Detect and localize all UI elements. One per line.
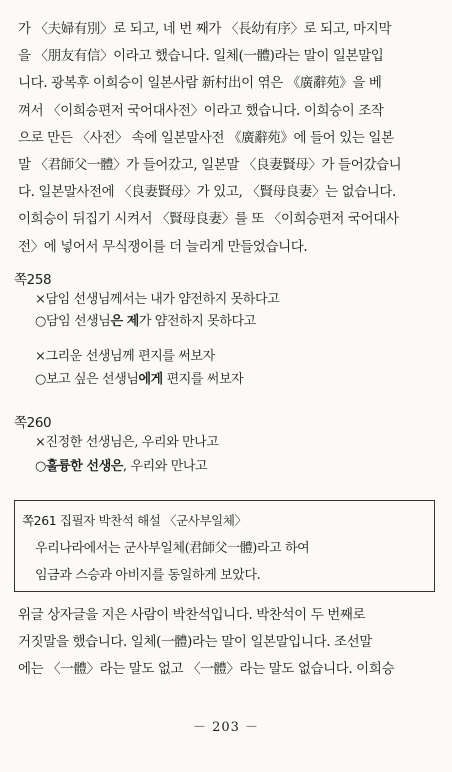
example-text: ○ bbox=[35, 459, 46, 474]
paragraph-bottom bbox=[18, 602, 438, 684]
wrong-example: ×진정한 선생님은, 우리와 만나고 bbox=[35, 435, 219, 450]
example-text: ○담임 선생님 bbox=[35, 314, 111, 329]
correct-example bbox=[35, 455, 207, 474]
section-heading-260: 쪽260 bbox=[14, 415, 52, 431]
section-heading-258: 쪽258 bbox=[14, 272, 52, 288]
commentary-box bbox=[14, 500, 435, 592]
example-text: ○보고 싶은 선생님 bbox=[35, 372, 139, 387]
example-text: 가 얌전하지 못하다고 bbox=[138, 314, 256, 329]
text-line: 가 〈夫婦有別〉로 되고, 네 번 째가 〈長幼有序〉로 되고, 마지막 bbox=[18, 21, 392, 37]
emphasis-text: 은 제 bbox=[110, 314, 139, 329]
page-number: － 203 － bbox=[192, 720, 260, 735]
text-line: 거짓말을 했습니다. 일체(一體)라는 말이 일본말입니다. 조선말 bbox=[18, 634, 372, 651]
text-line: 위글 상자글을 지은 사람이 박찬석입니다. 박찬석이 두 번째로 bbox=[18, 607, 366, 623]
example-text: , 우리와 만나고 bbox=[123, 459, 208, 474]
emphasis-text: 훌륭한 선생은 bbox=[45, 459, 124, 474]
wrong-example: ×그리운 선생님께 편지를 써보자 bbox=[35, 349, 215, 364]
text-line: 이희승이 뒤집기 시켜서 〈賢母良妻〉를 또 〈이희승편저 국어대사 bbox=[18, 211, 399, 228]
paragraph-top bbox=[18, 16, 438, 261]
text-line: 말 〈君師父一體〉가 들어갔고, 일본말 〈良妻賢母〉가 들어갔습니 bbox=[18, 157, 402, 174]
box-text-line: 우리나라에서는 군사부일체(君師父一體)라고 하여 bbox=[35, 541, 310, 556]
correct-example bbox=[35, 310, 256, 329]
correct-example bbox=[35, 368, 243, 387]
emphasis-text: 에게 bbox=[138, 372, 163, 387]
text-line: 으로 만든 〈사전〉 속에 일본말사전 《廣辭苑》에 들어 있는 일본 bbox=[18, 129, 394, 146]
text-line: 니다. 광복후 이희승이 일본사람 新村出이 엮은 《廣辭苑》을 베 bbox=[18, 75, 382, 92]
text-line: 전〉에 넣어서 무식쟁이를 더 늘리게 만들었습니다. bbox=[18, 238, 308, 255]
text-line: 을 〈朋友有信〉이라고 했습니다. 일체(一體)라는 말이 일본말입 bbox=[18, 48, 384, 65]
text-line: 에는 〈一體〉라는 말도 없고 〈一體〉라는 말도 없습니다. 이희승 bbox=[18, 661, 395, 678]
example-text: 편지를 써보자 bbox=[162, 372, 244, 387]
wrong-example: ×담임 선생님께서는 내가 얌전하지 못하다고 bbox=[35, 292, 280, 307]
text-line: 껴서 〈이희승편저 국어대사전〉이라고 했습니다. 이희승이 조작 bbox=[18, 102, 384, 119]
box-text-line: 임금과 스승과 아비지를 동일하게 보았다. bbox=[35, 568, 261, 583]
box-title: 쪽261 집필자 박찬석 해설 〈군사부일체〉 bbox=[22, 513, 247, 528]
text-line: 다. 일본말사전에 〈良妻賢母〉가 있고, 〈賢母良妻〉는 없습니다. bbox=[18, 184, 396, 201]
